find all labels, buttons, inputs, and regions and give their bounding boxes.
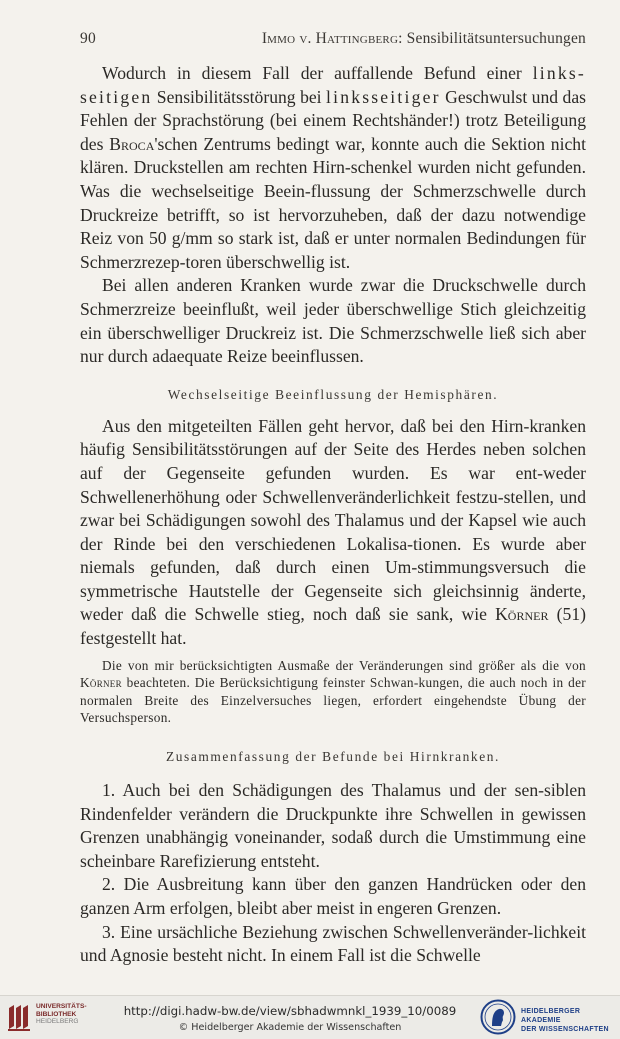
ub-line-2: BIBLIOTHEK xyxy=(36,1010,77,1018)
paragraph-2: Bei allen anderen Kranken wurde zwar die Druckschwelle durch Schmerzreize beeinflußt, weil jeder überschwellige Stich gleichzeitig ein überschwelliger Druckreiz ist. Die Schmerzschwelle ließ sich aber nur durch adaequate Reize beeinflussen. xyxy=(80,275,586,367)
summary-item-3: 3. Eine ursächliche Beziehung zwischen Schwellenveränder-lichkeit und Agnosie besteht nicht. In einem Fall ist die Schwelle xyxy=(80,921,586,966)
academy-seal-icon xyxy=(480,999,516,1035)
viewer-footer xyxy=(0,995,620,1039)
running-title-rest: : Sensibilitätsuntersuchungen xyxy=(398,30,586,47)
p1-text-f: 'schen Zentrums bedingt war, konnte auch die Sektion nicht klären. Druckstellen am rechten Hirn-schenkel wurden nicht gefunden. Was die wechselseitige Beein-flussung der Schmerzschwelle durch Druckreize betrifft, so ist hervorzuheben, daß der dazu notwendige Reiz von 50 g/mm so stark ist, daß er unter normalen Bedindungen für Schmerzrezep-toren überschwellig ist. xyxy=(80,133,586,272)
ub-line-3: HEIDELBERG xyxy=(36,1018,79,1026)
p3-text-a: Aus den mitgeteilten Fällen geht hervor, daß bei den Hirn-kranken häufig Sensibilitätsstörungen auf der Seite des Herdes neben solchen auf der Gegenseite gefunden wurden. Es war ent-weder Schwellenerhöhung oder Schwellenveränderlichkeit festzu-stellen, und zwar bei Schädigungen sowohl des Thalamus und der Kapsel wie auch der Rinde bei den verschiedenen Lokalisa-tionen. Es wurde aber niemals gefunden, daß durch einen Um-stimmungsversuch die symmetrische Hautstelle der Gegenseite sich gleichsinnig änderte, weder daß die Schwelle stieg, noch daß sie sank, wie xyxy=(80,415,586,625)
running-title xyxy=(262,30,586,48)
page-number: 90 xyxy=(80,30,96,47)
p1-name-broca: Broca xyxy=(109,133,155,154)
university-library-logo-icon xyxy=(6,1002,32,1032)
running-title-author: Immo v. Hattingberg xyxy=(261,30,399,47)
p1-text-e: Geschwulst und das Fehlen der Sprachstörung (bei einem Rechtshänder!) trotz Beteiligung des xyxy=(80,86,586,154)
body-text xyxy=(80,62,586,968)
p1-text-a: Wodurch in diesem Fall der auffallende Befund einer xyxy=(102,63,533,83)
ub-line-1: UNIVERSITÄTS- xyxy=(36,1003,87,1010)
paragraph-3 xyxy=(80,415,586,651)
note-name-korner: Körner xyxy=(80,675,122,691)
paragraph-1 xyxy=(80,62,586,274)
academy-label xyxy=(521,1007,620,1034)
note-text-b: beachteten. Die Berücksichtigung feinster Schwan-kungen, die auch noch in der normalen Breite des Einzelversuches liegen, erfordert eingehendste Übung der Versuchsperson. xyxy=(80,675,586,726)
p3-text-b: (51) festgestellt hat. xyxy=(80,604,586,649)
summary-item-2: 2. Die Ausbreitung kann über den ganzen Handrücken oder den ganzen Arm erfolgen, bleibt aber meist in engeren Grenzen. xyxy=(80,874,586,918)
academy-line-2: DER WISSENSCHAFTEN xyxy=(521,1026,609,1033)
section-heading-1: Wechselseitige Beeinflussung der Hemisphären. xyxy=(167,386,499,402)
permalink-url[interactable]: http://digi.hadw-bw.de/view/sbhadwmnkl_1939_10/0089 xyxy=(123,1004,457,1018)
p1-text-c: Sensibilitätsstörung bei xyxy=(152,86,327,107)
note-paragraph xyxy=(80,657,586,727)
p1-spaced-links-seitigen: links-seitigen xyxy=(80,63,586,107)
p1-spaced-linksseitiger: linksseitiger xyxy=(326,86,441,107)
note-text-a: Die von mir berücksichtigten Ausmaße der Veränderungen sind größer als die von xyxy=(102,657,586,673)
academy-line-1: HEIDELBERGER AKADEMIE xyxy=(521,1008,581,1024)
section-heading-2: Zusammenfassung der Befunde bei Hirnkranken. xyxy=(165,749,501,765)
university-library-label xyxy=(36,1003,87,1026)
copyright-notice: © Heidelberger Akademie der Wissenschaften xyxy=(178,1022,402,1033)
running-head xyxy=(80,30,586,52)
p3-name-korner: Körner xyxy=(495,604,549,625)
summary-item-1: 1. Auch bei den Schädigungen des Thalamus und der sen-siblen Rindenfelder verändern die Druckpunkte ihre Schwellen in gewissen Grenzen unabhängig voneinander, sodaß durch die Umstimmung eine scheinbare Rarefizierung entsteht. xyxy=(80,780,586,871)
